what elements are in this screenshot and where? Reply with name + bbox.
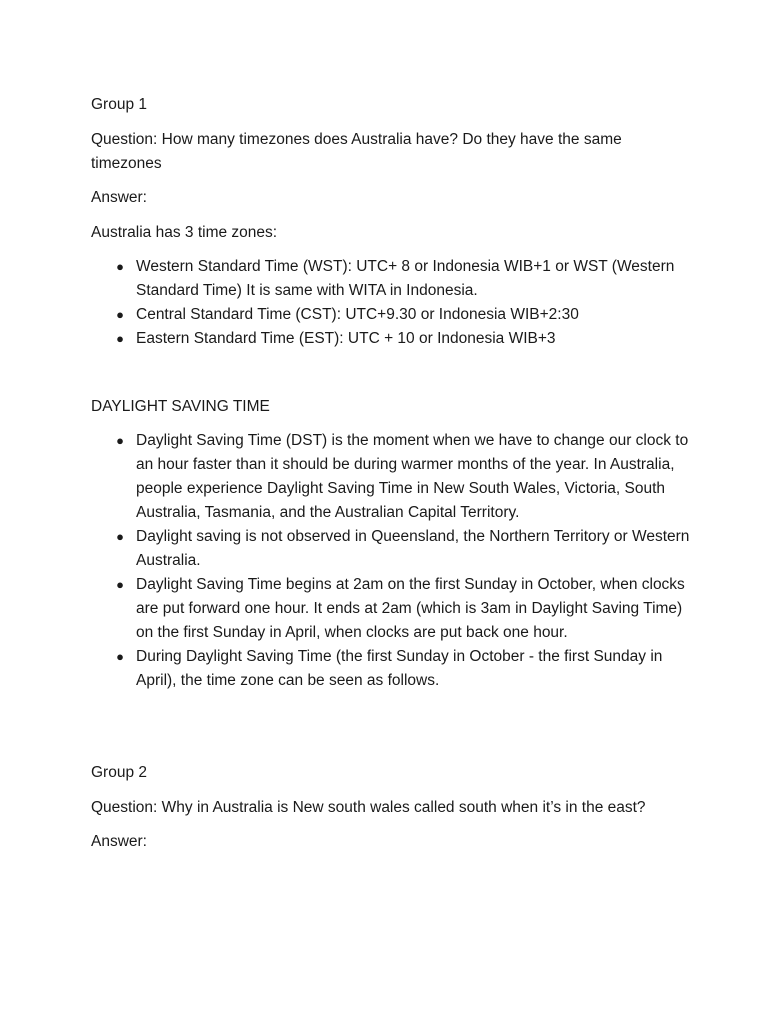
group2-question: Question: Why in Australia is New south wales called south when it’s in the east? [91,799,646,816]
group1-question: Question: How many timezones does Australia have? Do they have the same timezones [91,131,622,172]
bullet-icon: ● [116,577,124,592]
list-item-text: Western Standard Time (WST): UTC+ 8 or Indonesia WIB+1 or WST (Western Standard Time) It is same with WITA in Indonesia. [136,258,675,299]
bullet-icon: ● [116,433,124,448]
list-item [116,645,691,693]
list-item [116,303,691,327]
list-item [116,327,691,351]
bullet-icon: ● [116,307,124,322]
document-body [91,93,691,854]
list-item [116,573,691,645]
bullet-icon: ● [116,331,124,346]
timezones-intro: Australia has 3 time zones: [91,224,278,241]
group1-heading: Group 1 [91,96,148,113]
list-item [116,255,691,303]
list-item [116,429,691,525]
list-item [116,525,691,573]
list-item-text: During Daylight Saving Time (the first Sunday in October - the first Sunday in April), the time zone can be seen as follows. [136,648,663,689]
bullet-icon: ● [116,649,124,664]
group2-heading: Group 2 [91,764,148,781]
bullet-icon: ● [116,529,124,544]
list-item-text: Daylight saving is not observed in Queensland, the Northern Territory or Western Australia. [136,528,690,569]
bullet-icon: ● [116,259,124,274]
list-item-text: Eastern Standard Time (EST): UTC + 10 or Indonesia WIB+3 [136,330,556,347]
group2-answer-label: Answer: [91,833,147,850]
list-item-text: Central Standard Time (CST): UTC+9.30 or Indonesia WIB+2:30 [136,306,579,323]
timezones-list [91,255,691,351]
dst-list [91,429,691,693]
group1-answer-label: Answer: [91,189,147,206]
dst-heading: DAYLIGHT SAVING TIME [91,398,270,415]
list-item-text: Daylight Saving Time (DST) is the moment when we have to change our clock to an hour faster than it should be during warmer months of the year. In Australia, people experience Daylight Saving Time in New South Wales, Victoria, South Australia, Tasmania, and the Australian Capital Territory. [136,432,689,521]
list-item-text: Daylight Saving Time begins at 2am on the first Sunday in October, when clocks are put forward one hour. It ends at 2am (which is 3am in Daylight Saving Time) on the first Sunday in April, when clocks are put back one hour. [136,576,685,641]
